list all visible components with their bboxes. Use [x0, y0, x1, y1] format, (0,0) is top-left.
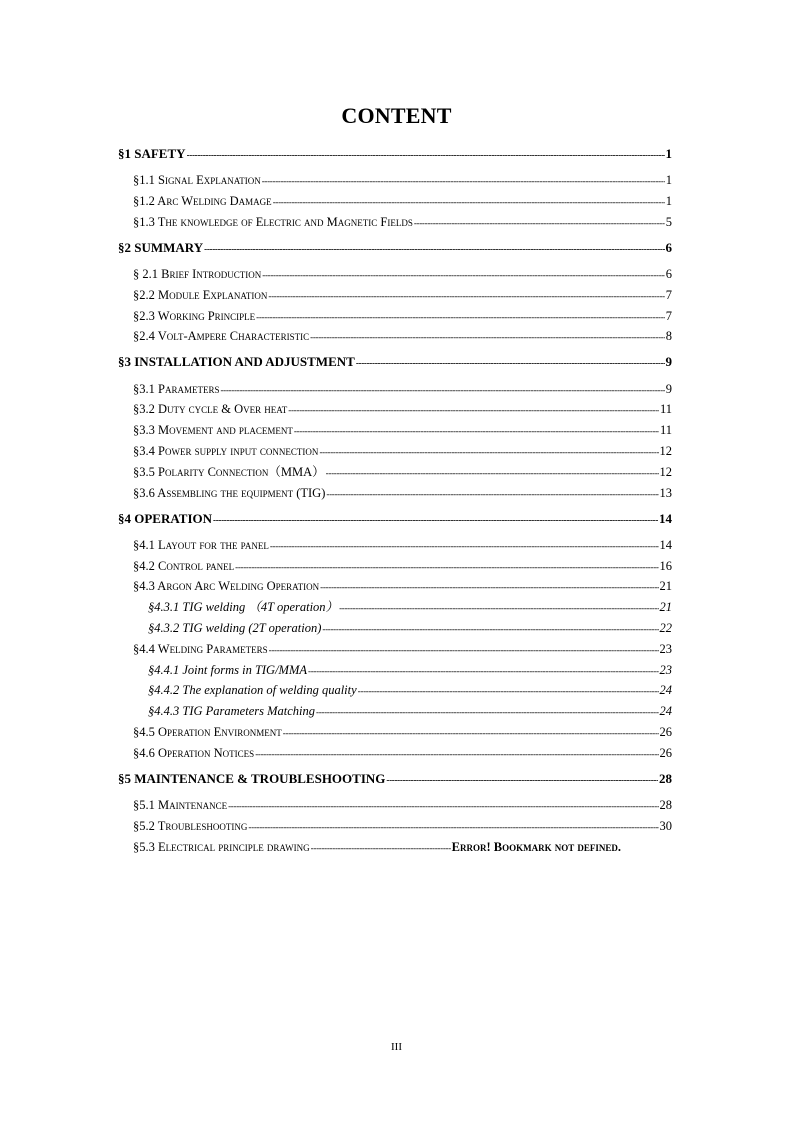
toc-entry-3-2[interactable] [133, 401, 672, 418]
toc-entry-2-1[interactable] [133, 266, 672, 283]
toc-entry-page: 7 [665, 288, 672, 302]
toc-leader [273, 194, 665, 210]
toc-entry-label: § 2.1 Brief Introduction [133, 267, 262, 281]
page-title: CONTENT [341, 103, 452, 128]
toc-entry-label: §1.2 Arc Welding Damage [133, 194, 272, 208]
toc-entry-1-3[interactable] [133, 214, 672, 231]
toc-entry-page: 21 [659, 600, 672, 614]
toc-entry-page: 7 [665, 309, 672, 323]
toc-entry-page: 11 [659, 423, 672, 437]
toc-entry-page: 9 [665, 354, 672, 369]
toc-entry-section-4[interactable] [118, 511, 672, 528]
toc-entry-section-5[interactable] [118, 771, 672, 788]
toc-leader [204, 241, 664, 257]
toc-entry-label: §4 OPERATION [118, 511, 213, 526]
toc-entry-page: 26 [659, 725, 672, 739]
toc-leader [316, 704, 659, 720]
toc-entry-4-4-1[interactable] [148, 662, 672, 679]
toc-leader [326, 465, 659, 481]
toc-entry-page: 11 [659, 402, 672, 416]
toc-entry-page: 26 [659, 746, 672, 760]
toc-entry-page: 1 [665, 194, 672, 208]
toc-entry-3-6[interactable] [133, 485, 672, 502]
toc-leader [294, 423, 659, 439]
toc-leader [288, 402, 659, 418]
toc-entry-label: §2.2 Module Explanation [133, 288, 268, 302]
toc-entry-5-2[interactable] [133, 818, 672, 835]
toc-leader [213, 512, 658, 528]
toc-entry-page: 5 [665, 215, 672, 229]
toc-entry-5-3[interactable] [133, 839, 672, 856]
toc-entry-label: §3.4 Power supply input connection [133, 444, 319, 458]
toc-entry-4-4-2[interactable] [148, 682, 672, 699]
toc-entry-4-4-3[interactable] [148, 703, 672, 720]
toc-entry-label: §4.4.2 The explanation of welding quality [148, 683, 357, 697]
toc-entry-page: 1 [665, 146, 672, 161]
toc-entry-label: §4.5 Operation Environment [133, 725, 282, 739]
toc-entry-page: 13 [659, 486, 672, 500]
toc-entry-page: 22 [659, 621, 672, 635]
toc-leader [262, 267, 665, 283]
toc-entry-4-5[interactable] [133, 724, 672, 741]
toc-entry-label: §4.3.1 TIG welding （4T operation） [148, 600, 339, 614]
toc-entry-page: 12 [659, 465, 672, 479]
toc-entry-3-5[interactable] [133, 464, 672, 481]
toc-leader [386, 772, 658, 788]
toc-entry-2-2[interactable] [133, 287, 672, 304]
toc-entry-4-3[interactable] [133, 578, 672, 595]
toc-entry-label: §3.6 Assembling the equipment (TIG) [133, 486, 326, 500]
toc-entry-page: 30 [659, 819, 672, 833]
toc-leader [262, 173, 665, 189]
toc-entry-page: 14 [659, 511, 672, 526]
toc-entry-label: §5 MAINTENANCE & TROUBLESHOOTING [118, 771, 386, 786]
toc-leader [414, 215, 665, 231]
toc-entry-page-error: Error! Bookmark not defined. [451, 840, 622, 854]
toc-leader [308, 663, 658, 679]
toc-leader [320, 579, 658, 595]
toc-entry-page: 9 [665, 382, 672, 396]
toc-entry-label: §4.2 Control panel [133, 559, 235, 573]
toc-entry-4-3-1[interactable] [148, 599, 672, 616]
toc-entry-4-4[interactable] [133, 641, 672, 658]
toc-leader [270, 538, 659, 554]
toc-entry-label: §3 INSTALLATION AND ADJUSTMENT [118, 354, 355, 369]
toc-entry-page: 14 [659, 538, 672, 552]
toc-entry-label: §4.3.2 TIG welding (2T operation) [148, 621, 322, 635]
toc-leader [228, 798, 658, 814]
toc-entry-4-6[interactable] [133, 745, 672, 762]
toc-entry-section-3[interactable] [118, 354, 672, 371]
toc-leader [235, 559, 658, 575]
toc-entry-1-2[interactable] [133, 193, 672, 210]
toc-leader [310, 329, 665, 345]
toc-entry-label: §3.5 Polarity Connection（MMA） [133, 465, 325, 479]
toc-entry-2-3[interactable] [133, 308, 672, 325]
toc-entry-label: §2.3 Working Principle [133, 309, 256, 323]
toc-leader [220, 382, 664, 398]
toc-entry-section-1[interactable] [118, 146, 672, 163]
toc-leader [356, 355, 665, 371]
toc-entry-page: 23 [659, 663, 672, 677]
toc-leader [269, 642, 659, 658]
toc-entry-4-2[interactable] [133, 558, 672, 575]
toc-entry-label: §2 SUMMARY [118, 240, 204, 255]
toc-leader [322, 621, 658, 637]
toc-entry-page: 28 [659, 771, 672, 786]
toc-leader [248, 819, 658, 835]
toc-entry-label: §2.4 Volt-Ampere Characteristic [133, 329, 310, 343]
toc-entry-page: 6 [665, 240, 672, 255]
toc-entry-label: §4.6 Operation Notices [133, 746, 255, 760]
toc-entry-page: 6 [665, 267, 672, 281]
toc-entry-3-3[interactable] [133, 422, 672, 439]
toc-leader [255, 746, 658, 762]
toc-entry-page: 23 [659, 642, 672, 656]
toc-leader [187, 147, 665, 163]
toc-entry-page: 1 [665, 173, 672, 187]
toc-leader [256, 309, 665, 325]
toc-entry-section-2[interactable] [118, 240, 672, 257]
toc-entry-label: §3.2 Duty cycle & Over heat [133, 402, 288, 416]
toc-leader [326, 486, 658, 502]
page-number: III [391, 1041, 402, 1053]
toc-entry-page: 21 [659, 579, 672, 593]
toc-entry-label: §4.4.1 Joint forms in TIG/MMA [148, 663, 308, 677]
toc-entry-3-4[interactable] [133, 443, 672, 460]
toc-entry-label: §3.3 Movement and placement [133, 423, 293, 437]
toc-entry-page: 8 [665, 329, 672, 343]
toc-entry-label: §1.1 Signal Explanation [133, 173, 261, 187]
toc-entry-page: 24 [659, 683, 672, 697]
toc-entry-label: §3.1 Parameters [133, 382, 220, 396]
toc-entry-label: §1 SAFETY [118, 146, 186, 161]
toc-entry-label: §5.3 Electrical principle drawing [133, 840, 310, 854]
toc-entry-5-1[interactable] [133, 797, 672, 814]
toc-entry-label: §4.4.3 TIG Parameters Matching [148, 704, 315, 718]
toc-entry-label: §4.1 Layout for the panel [133, 538, 269, 552]
toc-entry-4-1[interactable] [133, 537, 672, 554]
toc-entry-3-1[interactable] [133, 381, 672, 398]
toc-entry-label: §5.2 Troubleshooting [133, 819, 248, 833]
toc-leader [358, 683, 659, 699]
toc-entry-page: 28 [659, 798, 672, 812]
toc-entry-4-3-2[interactable] [148, 620, 672, 637]
toc-entry-label: §5.1 Maintenance [133, 798, 228, 812]
toc-leader [283, 725, 659, 741]
toc-leader [268, 288, 664, 304]
toc-entry-page: 16 [659, 559, 672, 573]
toc-entry-page: 12 [659, 444, 672, 458]
toc-leader [311, 840, 451, 856]
toc-leader [339, 600, 658, 616]
toc-leader [319, 444, 658, 460]
toc-entry-label: §4.3 Argon Arc Welding Operation [133, 579, 320, 593]
toc-entry-label: §4.4 Welding Parameters [133, 642, 268, 656]
toc-entry-2-4[interactable] [133, 328, 672, 345]
toc-entry-page: 24 [659, 704, 672, 718]
toc-entry-1-1[interactable] [133, 172, 672, 189]
toc-entry-label: §1.3 The knowledge of Electric and Magnetic Fields [133, 215, 413, 229]
